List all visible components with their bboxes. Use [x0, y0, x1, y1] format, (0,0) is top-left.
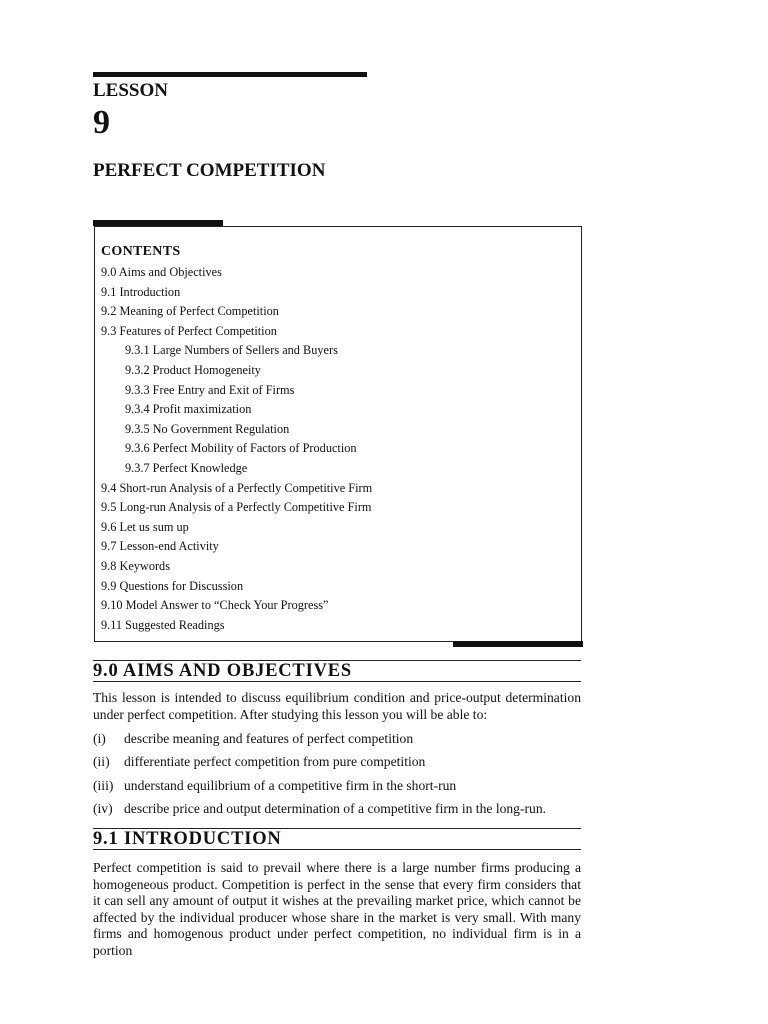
toc-item: 9.6 Let us sum up [101, 519, 189, 534]
toc-item: 9.8 Keywords [101, 558, 170, 573]
toc-item: 9.11 Suggested Readings [101, 617, 225, 632]
section-heading-introduction [93, 828, 581, 850]
toc-item: 9.1 Introduction [101, 284, 181, 299]
objective-text: describe meaning and features of perfect competition [124, 731, 414, 746]
toc-item: 9.7 Lesson-end Activity [101, 539, 219, 554]
contents-heading: CONTENTS [101, 244, 181, 259]
objective-text: understand equilibrium of a competitive firm in the short-run [124, 777, 457, 793]
objective-item [93, 755, 581, 778]
toc-item: 9.3.1 Large Numbers of Sellers and Buyers [125, 343, 338, 358]
contents-list [101, 263, 581, 635]
toc-item: 9.10 Model Answer to “Check Your Progress” [101, 598, 329, 613]
objective-marker: (iii) [93, 777, 114, 793]
objective-item [93, 779, 581, 802]
section-heading-text: 9.1 INTRODUCTION [93, 829, 282, 849]
toc-item: 9.2 Meaning of Perfect Competition [101, 304, 279, 319]
section-heading-text: 9.0 AIMS AND OBJECTIVES [93, 661, 352, 681]
objectives-list [93, 732, 581, 825]
toc-item: 9.3.3 Free Entry and Exit of Firms [125, 382, 295, 397]
toc-item: 9.3.7 Perfect Knowledge [125, 460, 248, 475]
lesson-title: PERFECT COMPETITION [93, 160, 326, 181]
lesson-number: 9 [93, 104, 110, 141]
toc-item: 9.0 Aims and Objectives [101, 265, 222, 279]
introduction-paragraph: Perfect competition is said to prevail where there is a large number firms producing a homogeneous product. Competition is perfect in the sense that every firm considers that it can sell any amount of output it wishes at the prevailing market price, which cannot be affected by the individual producer whose share in the market is very small. With many firms and homogenous product under perfect competition, no individual firm is in a portion [93, 860, 581, 958]
objective-marker: (ii) [93, 754, 110, 770]
toc-item: 9.5 Long-run Analysis of a Perfectly Competitive Firm [101, 500, 372, 515]
toc-item: 9.3.4 Profit maximization [125, 402, 252, 417]
aims-intro-paragraph: This lesson is intended to discuss equilibrium condition and price-output determination under perfect competition. After studying this lesson you will be able to: [93, 690, 581, 722]
toc-item: 9.9 Questions for Discussion [101, 578, 244, 593]
header-rule [93, 72, 367, 77]
objective-item [93, 732, 581, 755]
toc-item: 9.3.2 Product Homogeneity [125, 362, 261, 377]
toc-item: 9.3 Features of Perfect Competition [101, 323, 277, 338]
toc-item: 9.4 Short-run Analysis of a Perfectly Competitive Firm [101, 480, 373, 495]
objective-text: describe price and output determination of a competitive firm in the long-run. [124, 800, 547, 816]
contents-box [94, 226, 582, 642]
toc-item: 9.3.5 No Government Regulation [125, 421, 290, 436]
contents-bottom-bar [453, 641, 583, 647]
section-heading-aims [93, 660, 581, 682]
toc-item: 9.3.6 Perfect Mobility of Factors of Production [125, 441, 357, 456]
objective-marker: (iv) [93, 800, 113, 816]
objective-text: differentiate perfect competition from pure competition [124, 754, 426, 770]
lesson-label: LESSON [93, 80, 168, 101]
objective-marker: (i) [93, 731, 106, 746]
objective-item [93, 802, 581, 825]
